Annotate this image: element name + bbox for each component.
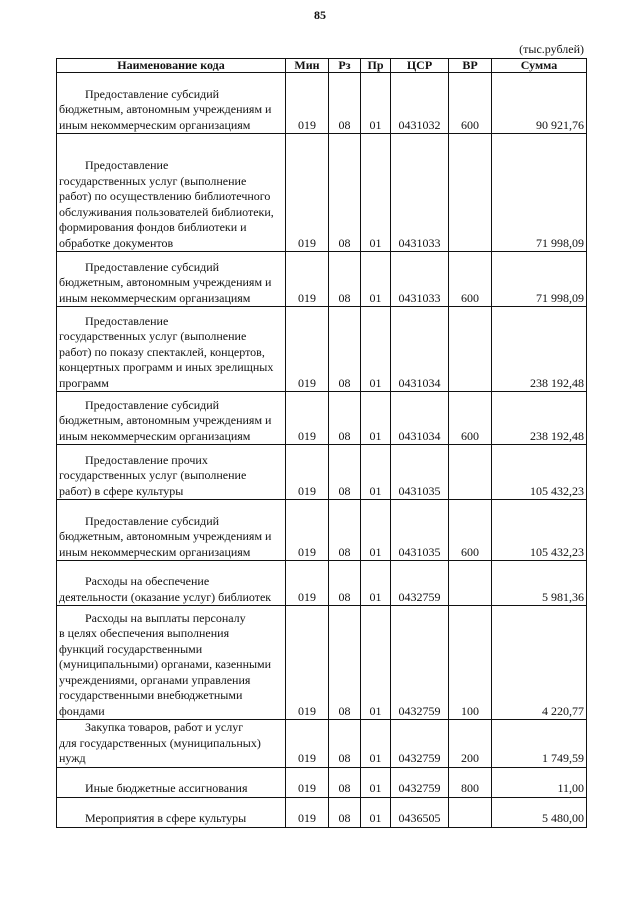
cell-csr: 0436505: [391, 797, 449, 827]
table-row: [57, 73, 587, 134]
cell-csr: 0431033: [391, 134, 449, 252]
header-rz: Рз: [329, 59, 361, 73]
table-row: [57, 561, 587, 606]
units-label: (тыс.рублей): [519, 42, 584, 56]
cell-name-line: иным некоммерческим организациям: [59, 544, 251, 559]
cell-rz: 08: [329, 797, 361, 827]
cell-vr: 600: [449, 392, 492, 445]
cell-name-line: Расходы на выплаты персоналу: [85, 610, 246, 625]
cell-pr: 01: [361, 307, 391, 392]
cell-name-line: Расходы на обеспечение: [85, 574, 210, 588]
cell-pr: 01: [361, 134, 391, 252]
cell-min: 019: [286, 252, 329, 307]
cell-csr: 0431033: [391, 252, 449, 307]
cell-csr: 0432759: [391, 720, 449, 768]
cell-name-line: иным некоммерческим организациям: [59, 290, 251, 305]
cell-name-line: Мероприятия в сфере культуры: [85, 811, 247, 825]
cell-rz: 08: [329, 307, 361, 392]
cell-pr: 01: [361, 797, 391, 827]
cell-sum: 238 192,48: [492, 307, 587, 392]
cell-min: 019: [286, 73, 329, 134]
cell-rz: 08: [329, 606, 361, 720]
header-csr: ЦСР: [391, 59, 449, 73]
cell-sum: 1 749,59: [492, 720, 587, 768]
cell-name-line: работ) в сфере культуры: [59, 483, 184, 498]
cell-csr: 0432759: [391, 606, 449, 720]
header-sum: Сумма: [492, 59, 587, 73]
cell-vr: [449, 134, 492, 252]
header-name: Наименование кода: [57, 59, 286, 73]
cell-name-line: концертных программ и иных зрелищных: [59, 360, 274, 374]
cell-name: [57, 500, 286, 561]
cell-vr: 100: [449, 606, 492, 720]
cell-csr: 0431035: [391, 500, 449, 561]
cell-vr: [449, 797, 492, 827]
cell-name: [57, 392, 286, 445]
table-row: [57, 252, 587, 307]
cell-name: [57, 561, 286, 606]
table-row: [57, 500, 587, 561]
cell-name-line: в целях обеспечения выполнения: [59, 626, 230, 640]
cell-name: [57, 252, 286, 307]
cell-name: [57, 445, 286, 500]
cell-rz: 08: [329, 767, 361, 797]
cell-min: 019: [286, 606, 329, 720]
cell-pr: 01: [361, 720, 391, 768]
cell-rz: 08: [329, 252, 361, 307]
cell-name-line: Закупка товаров, работ и услуг: [85, 720, 244, 734]
cell-name-line: Предоставление субсидий: [85, 86, 220, 101]
table-row: [57, 307, 587, 392]
cell-name-line: учреждениями, органами управления: [59, 672, 251, 687]
cell-min: 019: [286, 767, 329, 797]
cell-csr: 0432759: [391, 767, 449, 797]
cell-name-line: обслуживания пользователей библиотеки,: [59, 204, 274, 219]
cell-min: 019: [286, 445, 329, 500]
cell-name-line: Предоставление субсидий: [85, 259, 220, 274]
cell-name: [57, 797, 286, 827]
cell-pr: 01: [361, 606, 391, 720]
cell-name-line: нужд: [59, 751, 86, 765]
cell-name: [57, 134, 286, 252]
cell-pr: 01: [361, 767, 391, 797]
cell-vr: [449, 445, 492, 500]
cell-name-line: Предоставление субсидий: [85, 397, 220, 412]
budget-table: [56, 58, 587, 828]
cell-pr: 01: [361, 73, 391, 134]
cell-name-line: Предоставление прочих: [85, 452, 208, 467]
table-row: [57, 445, 587, 500]
cell-sum: 5 480,00: [492, 797, 587, 827]
cell-vr: [449, 561, 492, 606]
cell-name: [57, 73, 286, 134]
cell-name-line: деятельности (оказание услуг) библиотек: [59, 589, 272, 604]
cell-rz: 08: [329, 500, 361, 561]
page-number: 85: [314, 8, 326, 22]
cell-name-line: Предоставление субсидий: [85, 513, 220, 528]
cell-min: 019: [286, 392, 329, 445]
cell-vr: [449, 307, 492, 392]
cell-rz: 08: [329, 73, 361, 134]
cell-name-line: для государственных (муниципальных): [59, 735, 261, 750]
cell-sum: 11,00: [492, 767, 587, 797]
cell-name: [57, 720, 286, 768]
cell-csr: 0431035: [391, 445, 449, 500]
table-row: [57, 134, 587, 252]
cell-name-line: иным некоммерческим организациям: [59, 428, 251, 443]
cell-name-line: бюджетным, автономным учреждениям и: [59, 102, 272, 116]
cell-sum: 71 998,09: [492, 252, 587, 307]
cell-rz: 08: [329, 720, 361, 768]
cell-name-line: обработке документов: [59, 235, 174, 250]
cell-rz: 08: [329, 134, 361, 252]
cell-csr: 0431032: [391, 73, 449, 134]
cell-name-line: работ) по показу спектаклей, концертов,: [59, 344, 265, 359]
cell-pr: 01: [361, 445, 391, 500]
header-pr: Пр: [361, 59, 391, 73]
cell-pr: 01: [361, 561, 391, 606]
cell-min: 019: [286, 797, 329, 827]
cell-pr: 01: [361, 252, 391, 307]
cell-vr: 800: [449, 767, 492, 797]
cell-name-line: государственных услуг (выполнение: [59, 173, 247, 188]
table-row: [57, 797, 587, 827]
cell-sum: 105 432,23: [492, 445, 587, 500]
cell-sum: 71 998,09: [492, 134, 587, 252]
cell-name: [57, 606, 286, 720]
cell-name-line: Предоставление: [85, 313, 169, 328]
cell-sum: 90 921,76: [492, 73, 587, 134]
table-header-row: [57, 59, 587, 73]
cell-name-line: государственными внебюджетными: [59, 688, 243, 702]
cell-name-line: государственных услуг (выполнение: [59, 468, 247, 482]
cell-name-line: бюджетным, автономным учреждениям и: [59, 413, 272, 427]
cell-min: 019: [286, 134, 329, 252]
cell-rz: 08: [329, 392, 361, 445]
header-min: Мин: [286, 59, 329, 73]
cell-rz: 08: [329, 445, 361, 500]
cell-vr: 200: [449, 720, 492, 768]
table-row: [57, 392, 587, 445]
cell-csr: 0432759: [391, 561, 449, 606]
cell-name-line: программ: [59, 375, 109, 390]
cell-name-line: Иные бюджетные ассигнования: [85, 781, 248, 795]
cell-name-line: бюджетным, автономным учреждениям и: [59, 275, 272, 289]
table-row: [57, 720, 587, 768]
cell-name-line: Предоставление: [85, 158, 169, 172]
cell-sum: 238 192,48: [492, 392, 587, 445]
table-body: [57, 73, 587, 828]
table-row: [57, 767, 587, 797]
cell-name-line: фондами: [59, 703, 105, 718]
cell-name-line: работ) по осуществлению библиотечного: [59, 189, 271, 203]
cell-name-line: (муниципальными) органами, казенными: [59, 657, 272, 671]
cell-min: 019: [286, 307, 329, 392]
cell-sum: 5 981,36: [492, 561, 587, 606]
cell-rz: 08: [329, 561, 361, 606]
cell-vr: 600: [449, 73, 492, 134]
cell-pr: 01: [361, 500, 391, 561]
cell-name-line: функций государственными: [59, 641, 203, 656]
cell-name: [57, 307, 286, 392]
cell-pr: 01: [361, 392, 391, 445]
cell-csr: 0431034: [391, 307, 449, 392]
cell-name-line: бюджетным, автономным учреждениям и: [59, 529, 272, 543]
cell-min: 019: [286, 720, 329, 768]
cell-min: 019: [286, 561, 329, 606]
cell-sum: 105 432,23: [492, 500, 587, 561]
header-vr: ВР: [449, 59, 492, 73]
cell-csr: 0431034: [391, 392, 449, 445]
cell-name-line: иным некоммерческим организациям: [59, 117, 251, 132]
cell-name: [57, 767, 286, 797]
cell-vr: 600: [449, 252, 492, 307]
cell-name-line: государственных услуг (выполнение: [59, 329, 247, 343]
cell-name-line: формирования фондов библиотеки и: [59, 220, 247, 234]
cell-sum: 4 220,77: [492, 606, 587, 720]
cell-min: 019: [286, 500, 329, 561]
table-row: [57, 606, 587, 720]
cell-vr: 600: [449, 500, 492, 561]
